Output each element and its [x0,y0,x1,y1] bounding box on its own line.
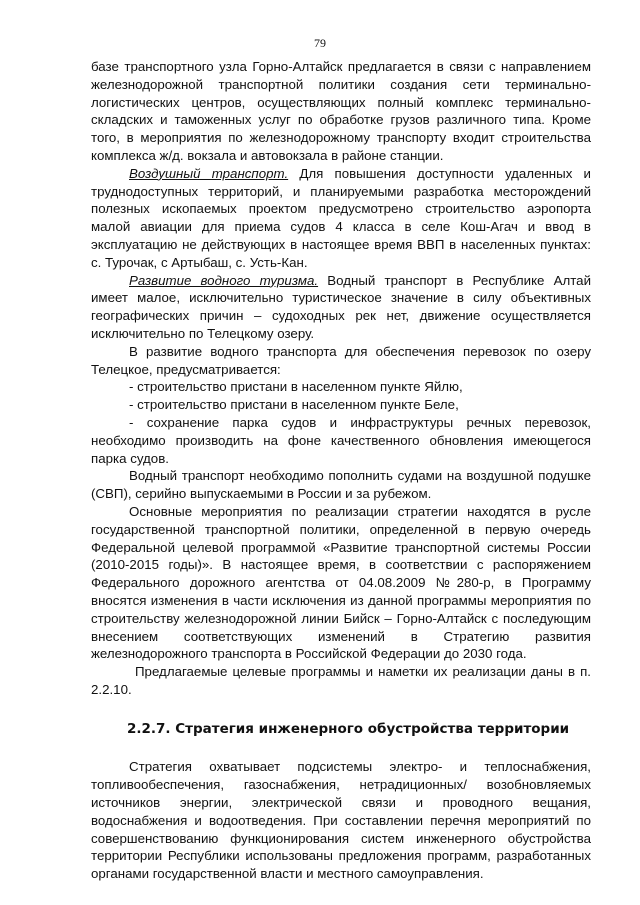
paragraph-engineering-strategy: Стратегия охватывает подсистемы электро- и теплоснабжения, топливообеспечения, газоснабжения, нетрадиционных/ возобновляемых источников энергии, электрической связи и проводного вещания, водоснабжения и водоотведения. При составлении перечня мероприятий по совершенствованию функционирования систем инженерного обустройства территории Республики использованы предложения программ, разработанных органами государственной власти и местного самоуправления. [91,759,591,882]
topic-water-tourism: Развитие водного туризма. [129,272,319,288]
paragraph-fleet-preservation: - сохранение парка судов и инфраструктуры речных перевозок, необходимо производить на фоне качественного обновления имеющегося парка судов. [91,414,591,466]
topic-air-transport: Воздушный транспорт. [129,165,289,181]
paragraph-hovercraft: Водный транспорт необходимо пополнить судами на воздушной подушке (СВП), серийно выпускаемыми в России и за рубежом. [91,468,591,502]
paragraph-air-transport-text: Для повышения доступности удаленных и труднодоступных территорий, и планируемыми разработка месторождений полезных ископаемых проектом предусмотрено строительство аэропорта малой авиации для приема судов 4 класса в селе Кош-Агач и ввод в эксплуатацию не действующих в настоящее время ВВП в населенных пунктах: с. Турочак, с Артыбаш, с. Усть-Кан. [91,165,591,270]
list-item: - строительство пристани в населенном пункте Беле, [129,397,459,413]
document-body [91,58,591,883]
paragraph-water-tourism-text: Водный транспорт в Республике Алтай имеет малое, исключительно туристическое значение в силу объективных географических причин – судоходных рек нет, движение осуществляется исключительно по Телецкому озеру. [91,272,591,341]
list-item: - строительство пристани в населенном пункте Яйлю, [129,379,463,395]
paragraph-railway: базе транспортного узла Горно-Алтайск предлагается в связи с направлением железнодорожной транспортной политики создания сети терминально-логистических центров, осуществляющих полный комплекс терминально-складских и таможенных услуг по обработке грузов различного типа. Кроме того, в мероприятия по железнодорожному транспорту входит строительства комплекса ж/д. вокзала и автовокзала в районе станции. [91,59,591,163]
page-number: 79 [314,36,326,50]
paragraph-water-transport: В развитие водного транспорта для обеспечения перевозок по озеру Телецкое, предусматривается: [91,343,591,377]
paragraph-air-transport [91,165,591,272]
paragraph-water-tourism [91,272,591,343]
paragraph-target-programs: Предлагаемые целевые программы и наметки их реализации даны в п. 2.2.10. [91,664,591,697]
paragraph-strategy-measures: Основные мероприятия по реализации стратегии находятся в русле государственной транспортной политики, определенной в первую очередь Федеральной целевой программой «Развитие транспортной системы России (2010-2015 годы)». В настоящее время, в соответствии с распоряжением Федерального дорожного агентства от 04.08.2009 №280-р, в Программу вносятся изменения в части исключения из данной программы мероприятия по строительству железнодорожной линии Бийск – Горно-Алтайск с последующим внесением соответствующих изменений в Стратегию развития железнодорожного транспорта в Российской Федерации до 2030 года. [91,503,591,662]
section-heading: 2.2.7. Стратегия инженерного обустройства территории [127,720,570,737]
